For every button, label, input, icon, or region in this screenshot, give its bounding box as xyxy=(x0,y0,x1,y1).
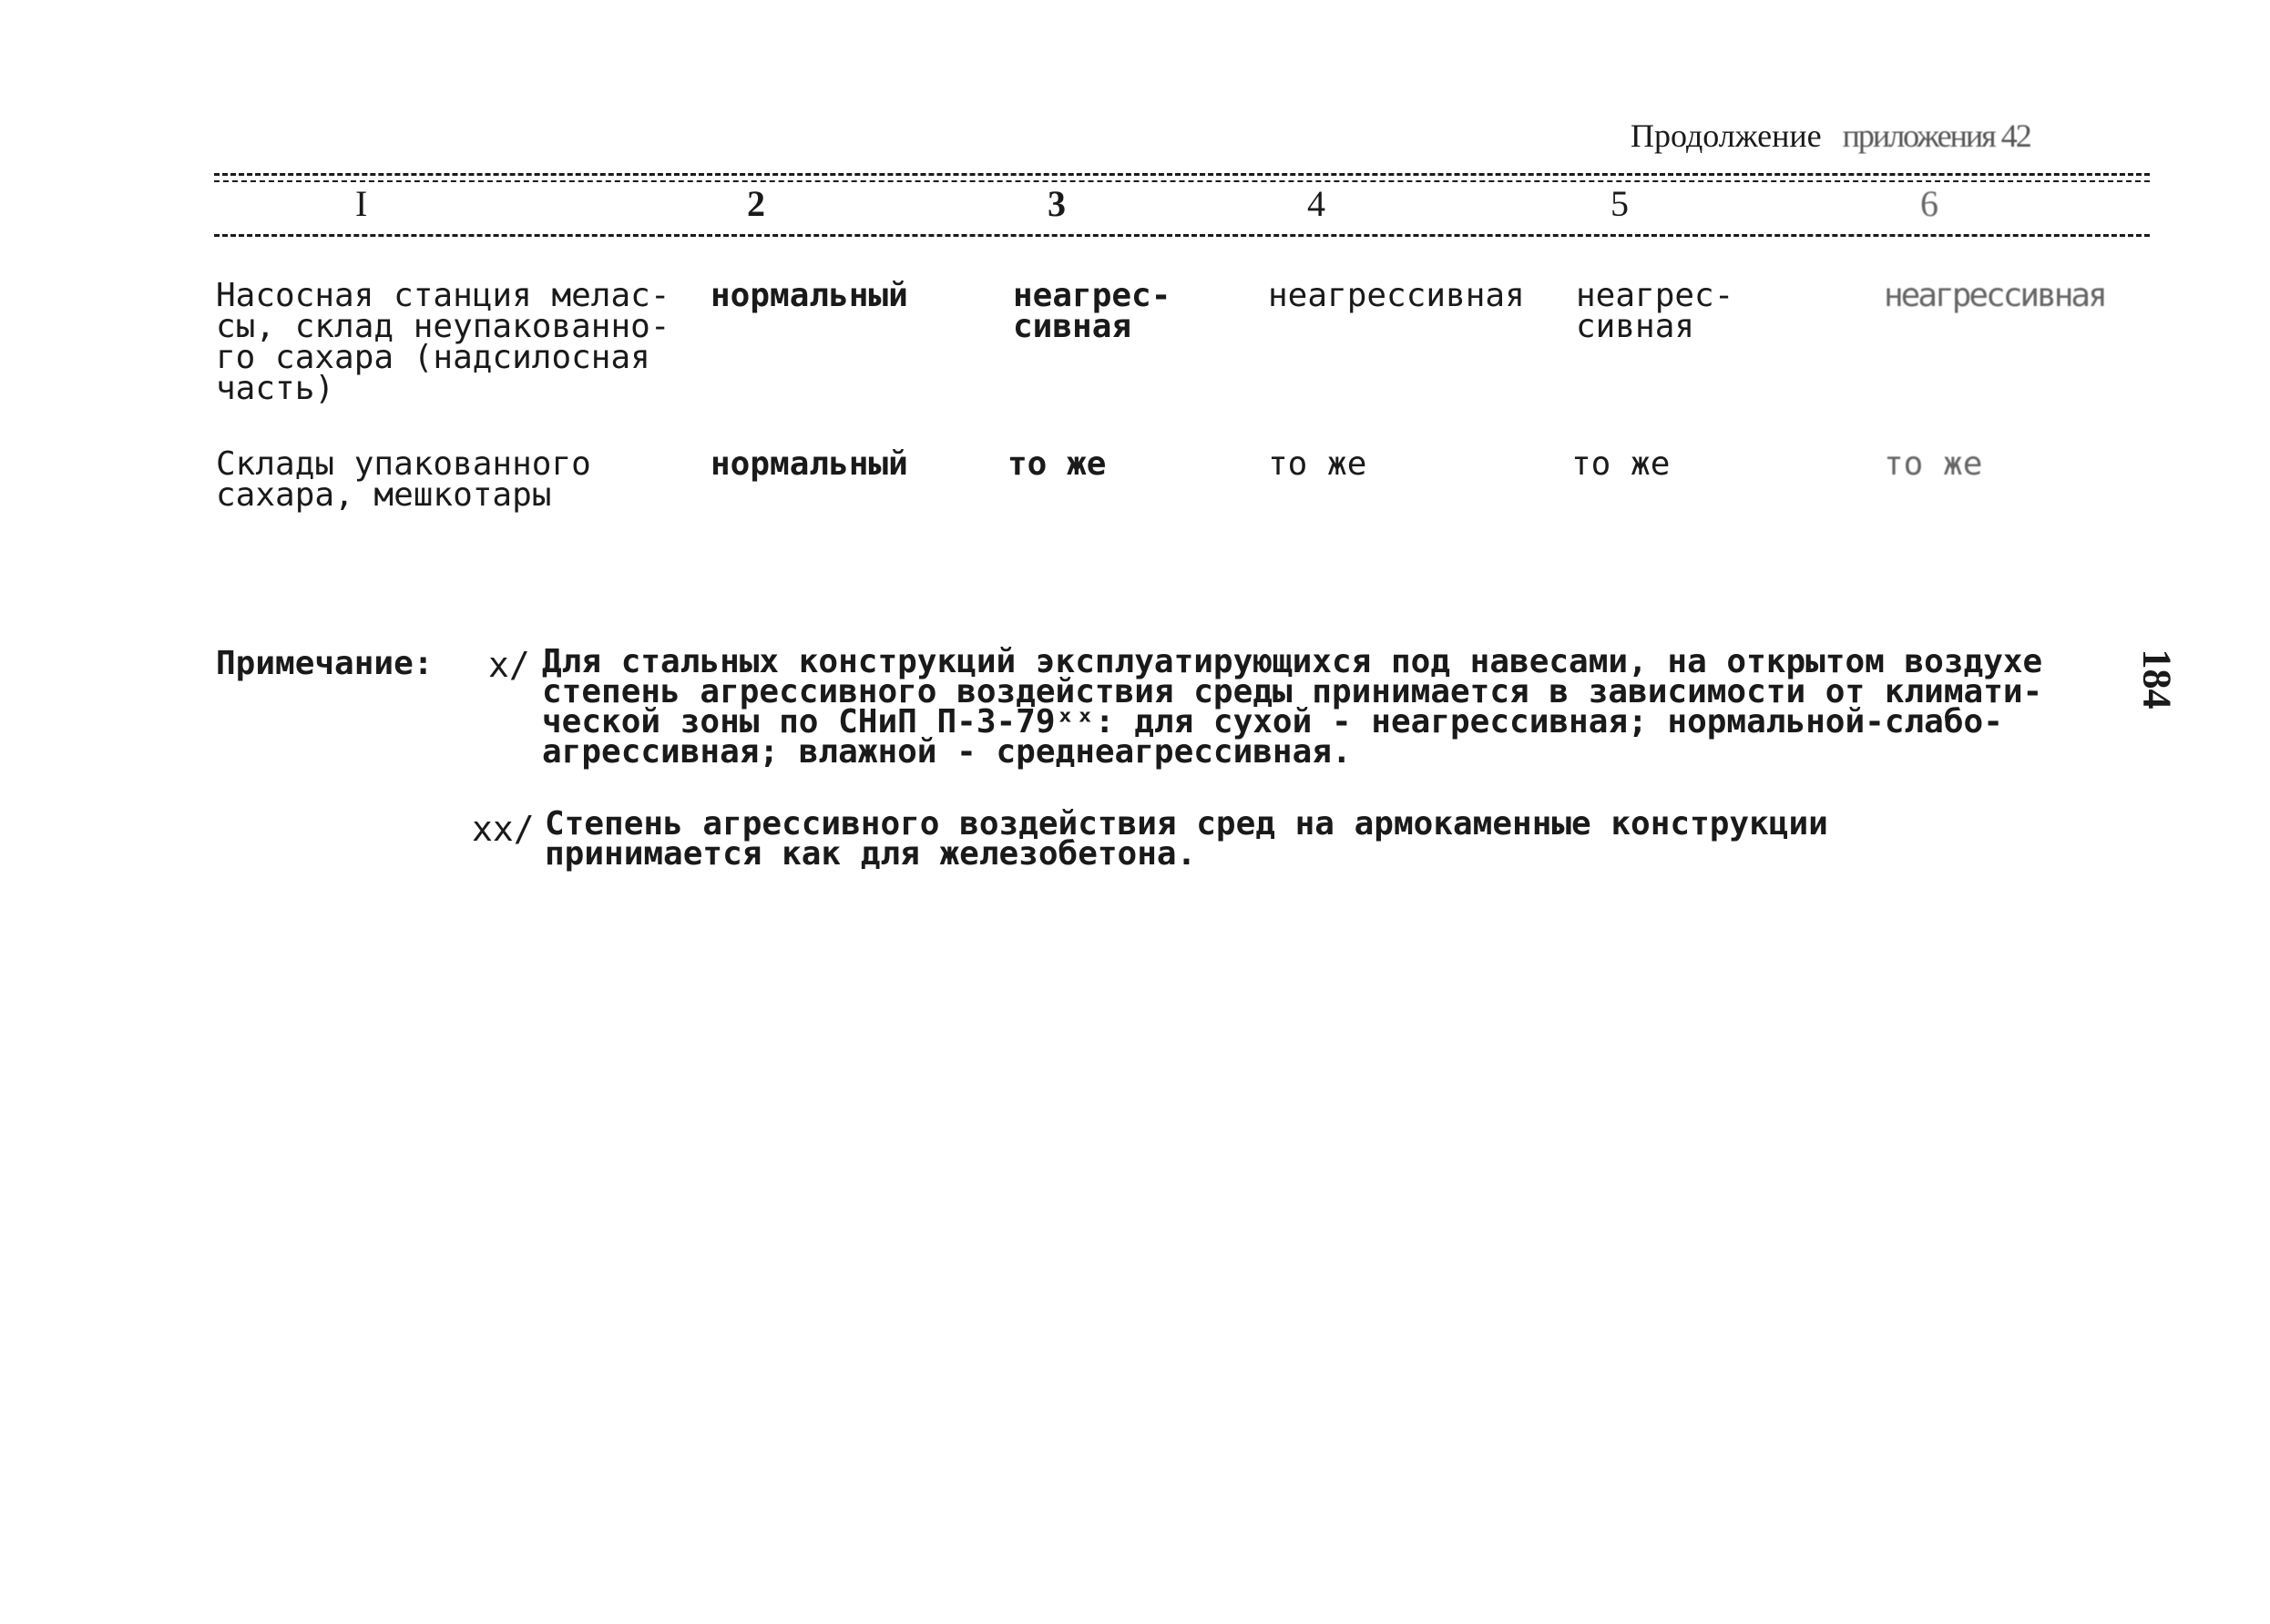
note2-text: Степень агрессивного воздействия сред на армокаменные конструкции принимается как для железобетона. xyxy=(545,805,1828,873)
row2-structure-name: Склады упакованного сахара, мешкотары xyxy=(216,445,591,514)
row1-col3: неагрес- сивная xyxy=(1013,277,1171,345)
table-top-rule-secondary xyxy=(214,180,2150,182)
column-number-1: I xyxy=(355,183,368,224)
row1-structure-name: Насосная станция мелас- сы, склад неупакованно- го сахара (надсилосная часть) xyxy=(216,277,670,407)
page-number: 184 xyxy=(2134,649,2180,710)
note1-text: Для стальных конструкций эксплуатирующихся под навесами, на открытом воздухе степень агрессивного воздействия среды принимается в зависимости от климати- ческой зоны по СНиП П-3-79ˣˣ: для сухой - неагрессивная; нормальной-слабо- агрессивная; влажной - среднеагрессивная. xyxy=(542,643,2043,771)
note1-mark: x/ xyxy=(488,645,530,685)
row2-col6: то же xyxy=(1884,445,1983,483)
row2-col3: то же xyxy=(1007,445,1107,483)
continuation-header xyxy=(1631,117,2030,155)
row2-col4: то же xyxy=(1268,445,1367,483)
row1-humidity-regime: нормальный xyxy=(711,277,908,314)
continuation-appendix-ref: приложения 42 xyxy=(1842,117,2030,154)
column-number-2: 2 xyxy=(747,183,765,224)
column-number-4: 4 xyxy=(1307,183,1325,224)
row2-humidity-regime: нормальный xyxy=(711,445,908,483)
row1-col5: неагрес- сивная xyxy=(1576,277,1734,345)
row1-col4: неагрессивная xyxy=(1268,277,1525,314)
column-number-5: 5 xyxy=(1610,183,1629,224)
column-number-3: 3 xyxy=(1048,183,1066,224)
row1-col6: неагрессивная xyxy=(1884,277,2105,314)
column-number-6: 6 xyxy=(1920,183,1938,224)
continuation-label: Продолжение xyxy=(1631,117,1822,154)
note-label: Примечание: xyxy=(216,645,434,682)
note2-mark: xx/ xyxy=(472,809,535,849)
table-header-rule xyxy=(214,234,2150,237)
table-top-rule xyxy=(214,173,2150,176)
row2-col5: то же xyxy=(1571,445,1671,483)
